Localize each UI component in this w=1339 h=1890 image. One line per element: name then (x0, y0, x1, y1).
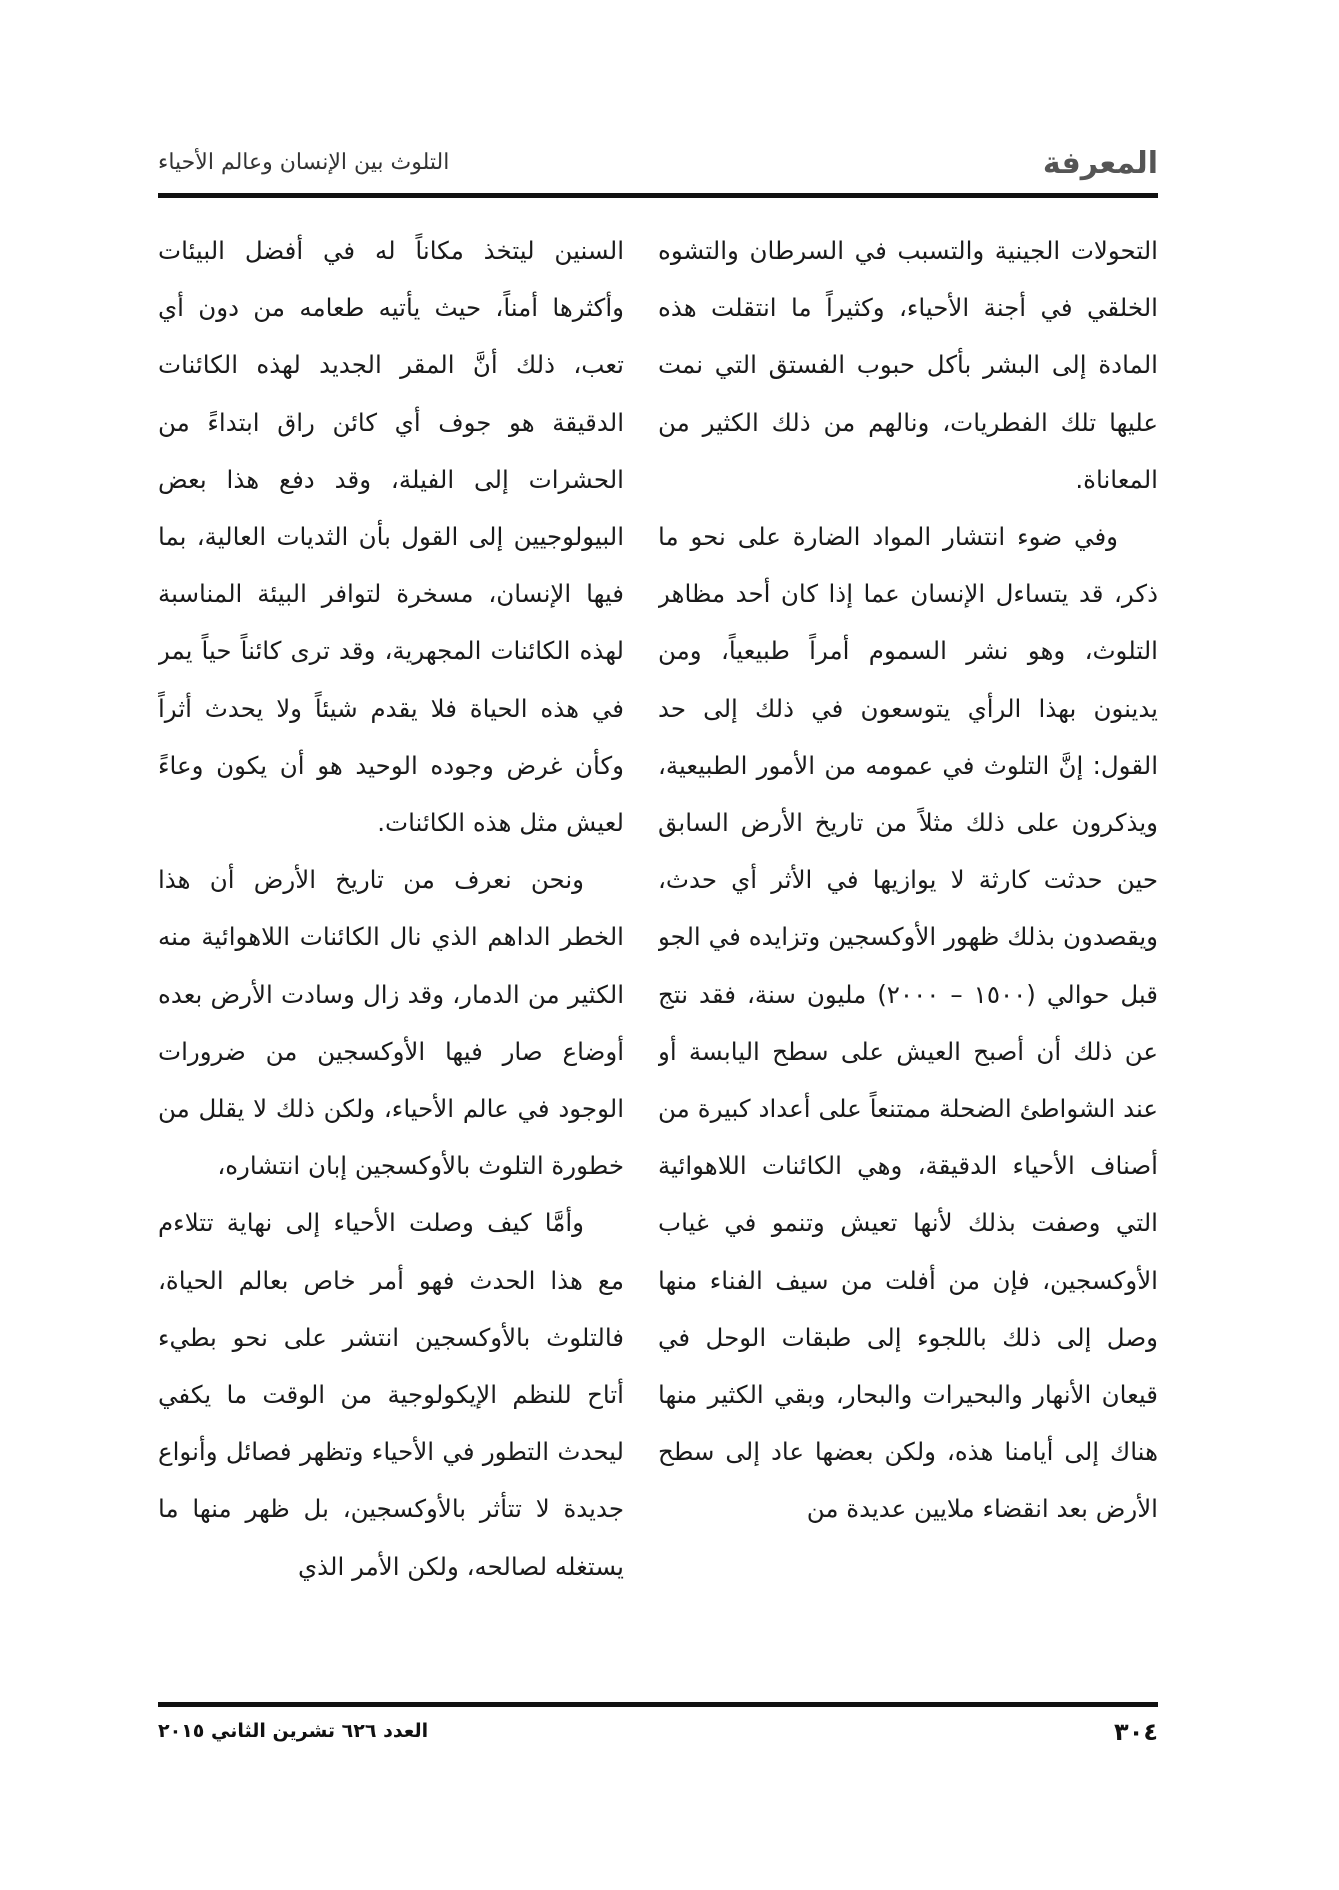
footer-rule (158, 1702, 1158, 1707)
text-column-left (158, 222, 624, 1682)
paragraph: التحولات الجينية والتسبب في السرطان والتشوه الخلقي في أجنة الأحياء، وكثيراً ما انتقلت هذه المادة إلى البشر بأكل حبوب الفستق التي نمت عليها تلك الفطريات، ونالهم من ذلك الكثير من المعاناة. (658, 236, 1158, 494)
header-rule (158, 193, 1158, 198)
text-column-right (658, 222, 1158, 1682)
paragraph: ونحن نعرف من تاريخ الأرض أن هذا الخطر الداهم الذي نال الكائنات اللاهوائية منه الكثير من الدمار، وقد زال وسادت الأرض بعده أوضاع صار فيها الأوكسجين من ضرورات الوجود في عالم الأحياء، ولكن ذلك لا يقلل من خطورة التلوث بالأوكسجين إبان انتشاره، (158, 865, 624, 1181)
paragraph: وفي ضوء انتشار المواد الضارة على نحو ما ذكر، قد يتساءل الإنسان عما إذا كان أحد مظاهر التلوث، وهو نشر السموم أمراً طبيعياً، ومن يدينون بهذا الرأي يتوسعون في ذلك إلى حد القول: إنَّ التلوث في عمومه من الأمور الطبيعية، ويذكرون على ذلك مثلاً من تاريخ الأرض السابق حين حدثت كارثة لا يوازيها في الأثر أي حدث، ويقصدون بذلك ظهور الأوكسجين وتزايده في الجو قبل حوالي (١٥٠٠ – ٢٠٠٠) مليون سنة، فقد نتج عن ذلك أن أصبح العيش على سطح اليابسة أو عند الشواطئ الضحلة ممتنعاً على أعداد كبيرة من أصناف الأحياء الدقيقة، وهي الكائنات اللاهوائية التي وصفت بذلك لأنها تعيش وتنمو في غياب الأوكسجين، فإن من أفلت من سيف الفناء منها وصل إلى ذلك باللجوء إلى طبقات الوحل في قيعان الأنهار والبحيرات والبحار، وبقي الكثير منها هناك إلى أيامنا هذه، ولكن بعضها عاد إلى سطح الأرض بعد انقضاء ملايين عديدة من (658, 522, 1158, 1524)
paragraph: وأمَّا كيف وصلت الأحياء إلى نهاية تتلاءم مع هذا الحدث فهو أمر خاص بعالم الحياة، فالتلوث بالأوكسجين انتشر على نحو بطيء أتاح للنظم الإيكولوجية من الوقت ما يكفي ليحدث التطور في الأحياء وتظهر فصائل وأنواع جديدة لا تتأثر بالأوكسجين، بل ظهر منها ما يستغله لصالحه، ولكن الأمر الذي (158, 1208, 624, 1581)
magazine-logo: المعرفة (1042, 146, 1158, 181)
page-header (158, 140, 1158, 188)
running-title: التلوث بين الإنسان وعالم الأحياء (158, 150, 450, 175)
paragraph: السنين ليتخذ مكاناً له في أفضل البيئات وأكثرها أمناً، حيث يأتيه طعامه من دون أي تعب، ذلك أنَّ المقر الجديد لهذه الكائنات الدقيقة هو جوف أي كائن راق ابتداءً من الحشرات إلى الفيلة، وقد دفع هذا بعض البيولوجيين إلى القول بأن الثديات العالية، بما فيها الإنسان، مسخرة لتوافر البيئة المناسبة لهذه الكائنات المجهرية، وقد ترى كائناً حياً يمر في هذه الحياة فلا يقدم شيئاً ولا يحدث أثراً وكأن غرض وجوده الوحيد هو أن يكون وعاءً لعيش مثل هذه الكائنات. (158, 236, 624, 838)
page-number: ٣٠٤ (1114, 1718, 1158, 1746)
issue-info: العدد ٦٢٦ تشرين الثاني ٢٠١٥ (158, 1720, 429, 1742)
page-footer (158, 1718, 1158, 1758)
